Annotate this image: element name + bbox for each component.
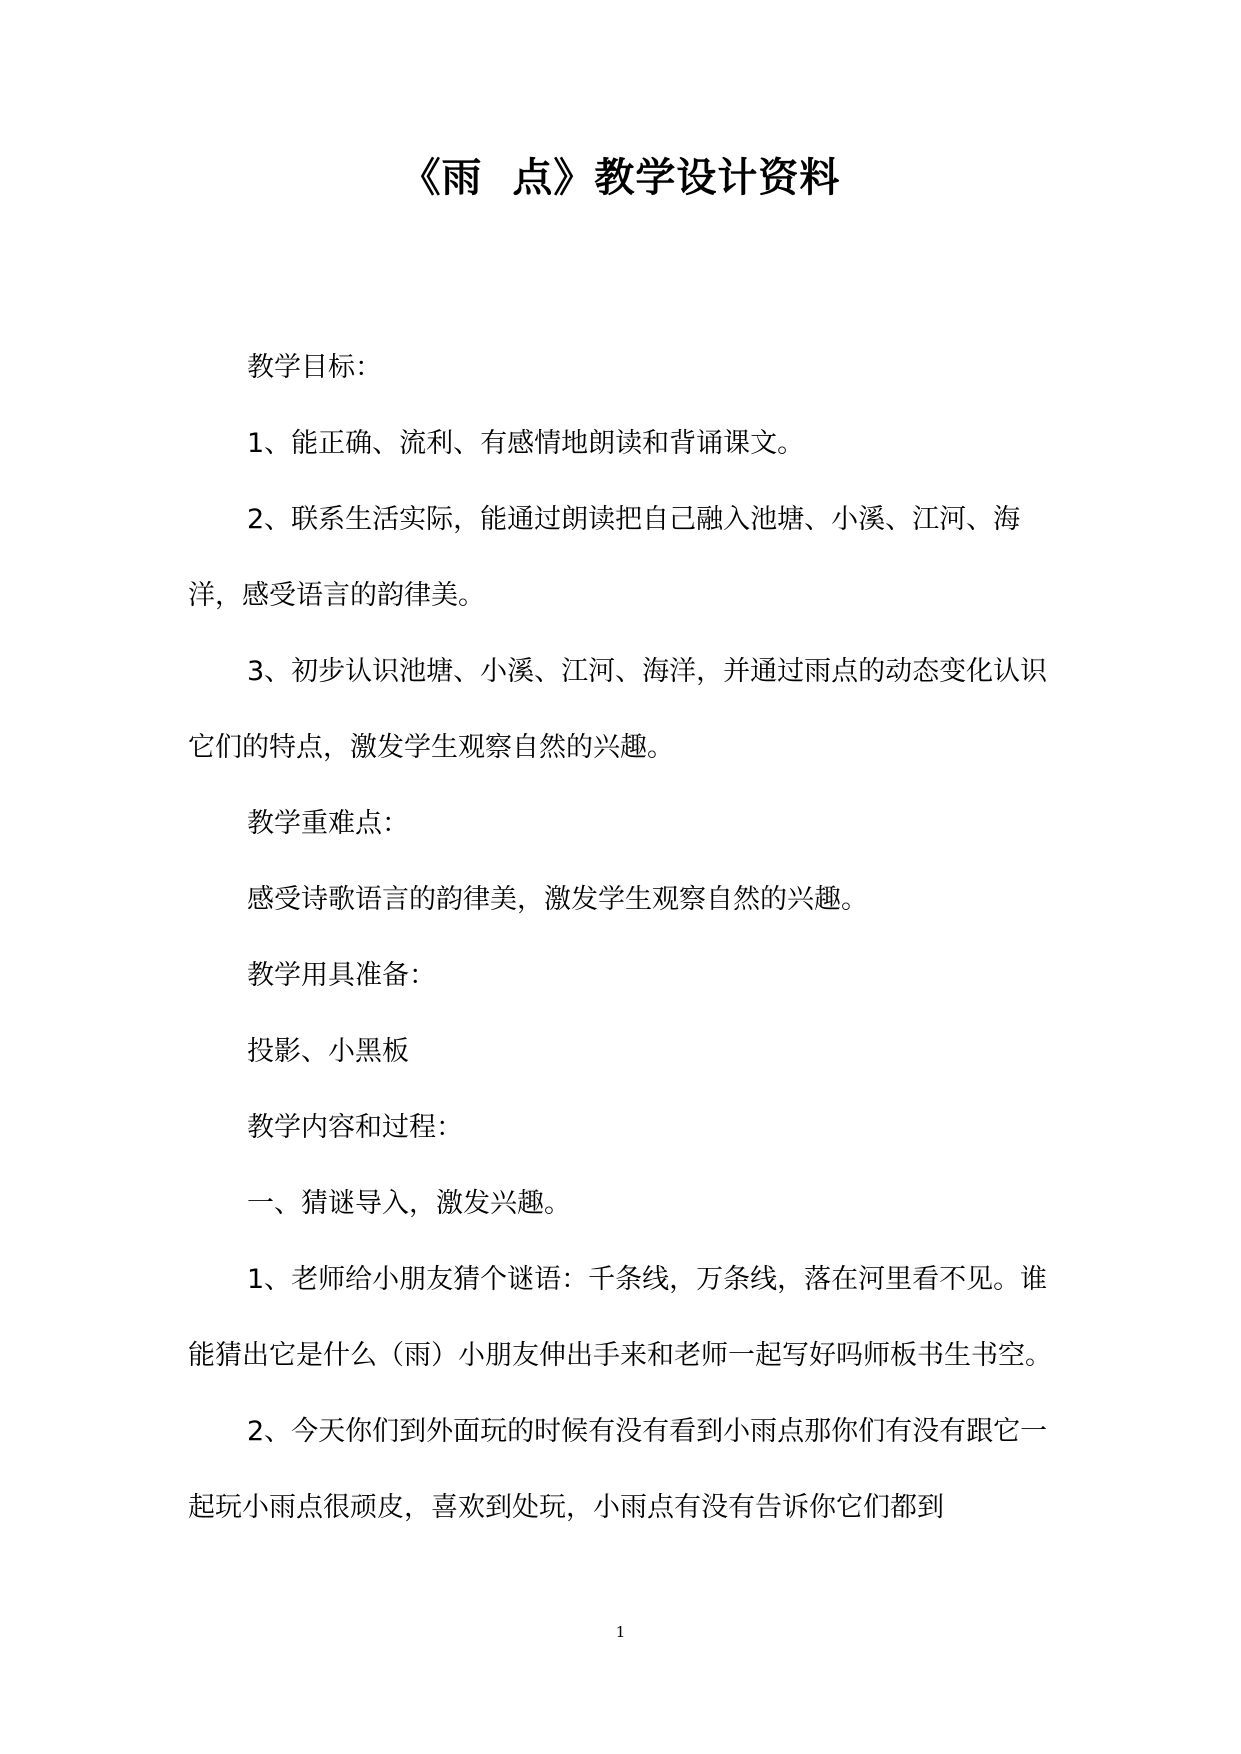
paragraph-step-2: 2、今天你们到外面玩的时候有没有看到小雨点那你们有没有跟它一起玩小雨点很顽皮，喜欢到处玩，小雨点有没有告诉你它们都到 bbox=[188, 1416, 1048, 1523]
paragraph-process-heading: 教学内容和过程： bbox=[247, 1112, 463, 1143]
paragraph-key-points-heading: 教学重难点： bbox=[247, 808, 409, 839]
paragraph-key-points: 感受诗歌语言的韵律美，激发学生观察自然的兴趣。 bbox=[247, 884, 868, 915]
paragraph-step-1: 1、老师给小朋友猜个谜语：千条线，万条线，落在河里看不见。谁能猜出它是什么（雨）小朋友伸出手来和老师一起写好吗师板书生书空。 bbox=[188, 1264, 1052, 1371]
paragraph-materials-heading: 教学用具准备： bbox=[247, 960, 436, 991]
document-title: 《雨 点》教学设计资料 bbox=[400, 154, 841, 201]
page-number: 1 bbox=[615, 1623, 626, 1641]
paragraph-goal-3: 3、初步认识池塘、小溪、江河、海洋，并通过雨点的动态变化认识它们的特点，激发学生观察自然的兴趣。 bbox=[188, 656, 1048, 763]
paragraph-teaching-goals-heading: 教学目标： bbox=[247, 352, 382, 383]
paragraph-materials: 投影、小黑板 bbox=[247, 1036, 409, 1067]
document-body bbox=[188, 330, 1058, 1546]
paragraph-section-1-heading: 一、猜谜导入，激发兴趣。 bbox=[247, 1188, 571, 1219]
paragraph-goal-2: 2、联系生活实际，能通过朗读把自己融入池塘、小溪、江河、海洋，感受语言的韵律美。 bbox=[188, 504, 1021, 611]
paragraph-goal-1: 1、能正确、流利、有感情地朗读和背诵课文。 bbox=[247, 428, 805, 459]
